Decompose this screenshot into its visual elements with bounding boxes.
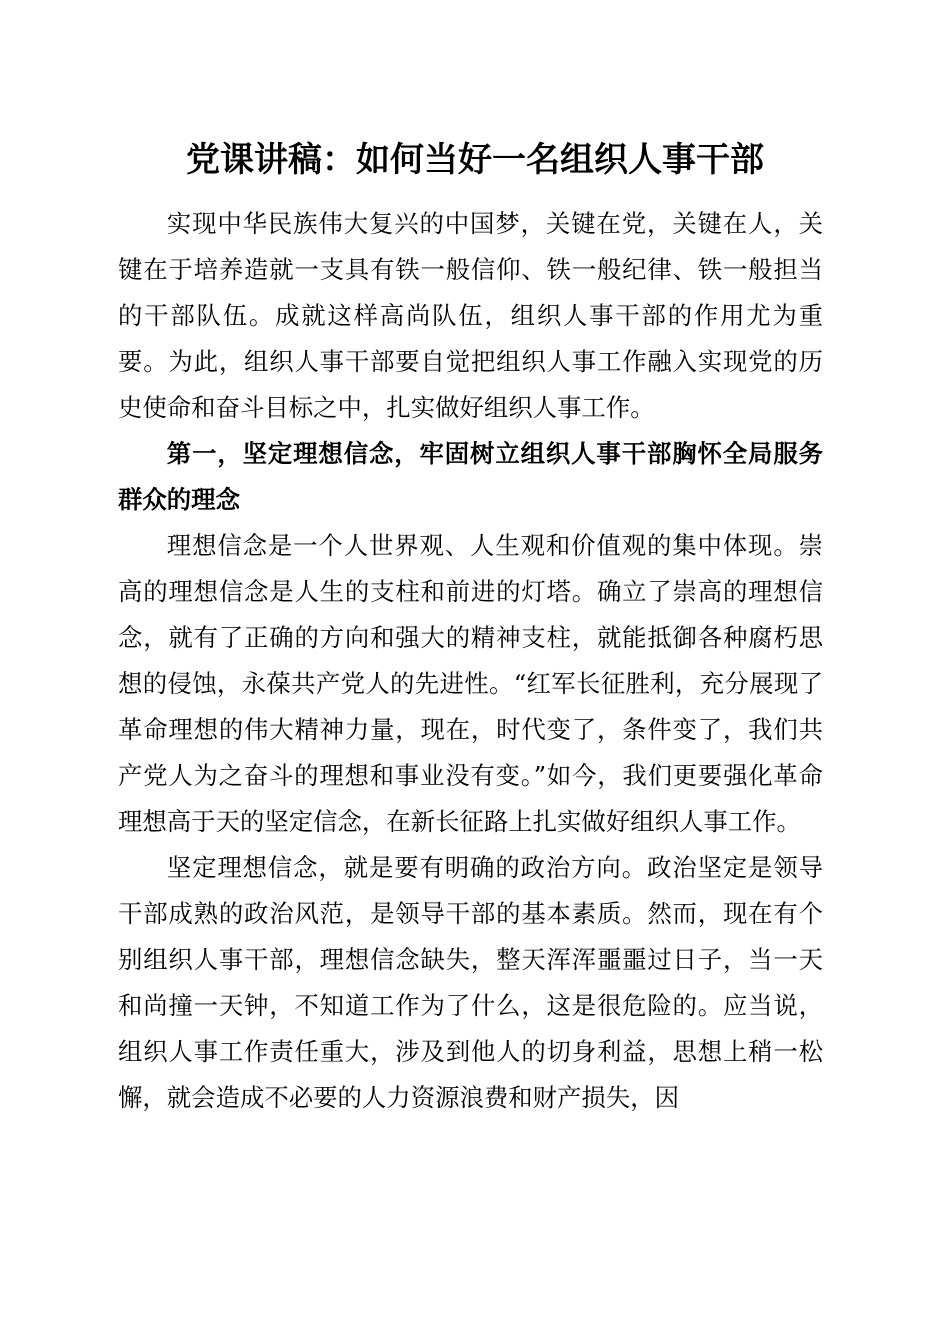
paragraph-political-direction: 坚定理想信念，就是要有明确的政治方向。政治坚定是领导干部成熟的政治风范，是领导干部的基本素质。然而，现在有个别组织人事干部，理想信念缺失，整天浑浑噩噩过日子，当一天和尚撞一天钟，不知道工作为了什么，这是很危险的。应当说，组织人事工作责任重大，涉及到他人的切身利益，思想上稍一松懈，就会造成不必要的人力资源浪费和财产损失，因 xyxy=(118,853,823,1112)
document-body xyxy=(118,201,823,1121)
paragraph-intro: 实现中华民族伟大复兴的中国梦，关键在党，关键在人，关键在于培养造就一支具有铁一般信仰、铁一般纪律、铁一般担当的干部队伍。成就这样高尚队伍，组织人事干部的作用尤为重要。为此，组织人事干部要自觉把组织人事工作融入实现党的历史使命和奋斗目标之中，扎实做好组织人事工作。 xyxy=(118,209,823,422)
document-title: 党课讲稿：如何当好一名组织人事干部 xyxy=(186,140,764,180)
section-heading-1: 第一，坚定理想信念，牢固树立组织人事干部胸怀全局服务群众的理念 xyxy=(118,439,823,514)
paragraph-ideals: 理想信念是一个人世界观、人生观和价值观的集中体现。崇高的理想信念是人生的支柱和前进的灯塔。确立了崇高的理想信念，就有了正确的方向和强大的精神支柱，就能抵御各种腐朽思想的侵蚀，永葆共产党人的先进性。“红军长征胜利，充分展现了革命理想的伟大精神力量，现在，时代变了，条件变了，我们共产党人为之奋斗的理想和事业没有变。”如今，我们更要强化革命理想高于天的坚定信念，在新长征路上扎实做好组织人事工作。 xyxy=(118,531,823,836)
